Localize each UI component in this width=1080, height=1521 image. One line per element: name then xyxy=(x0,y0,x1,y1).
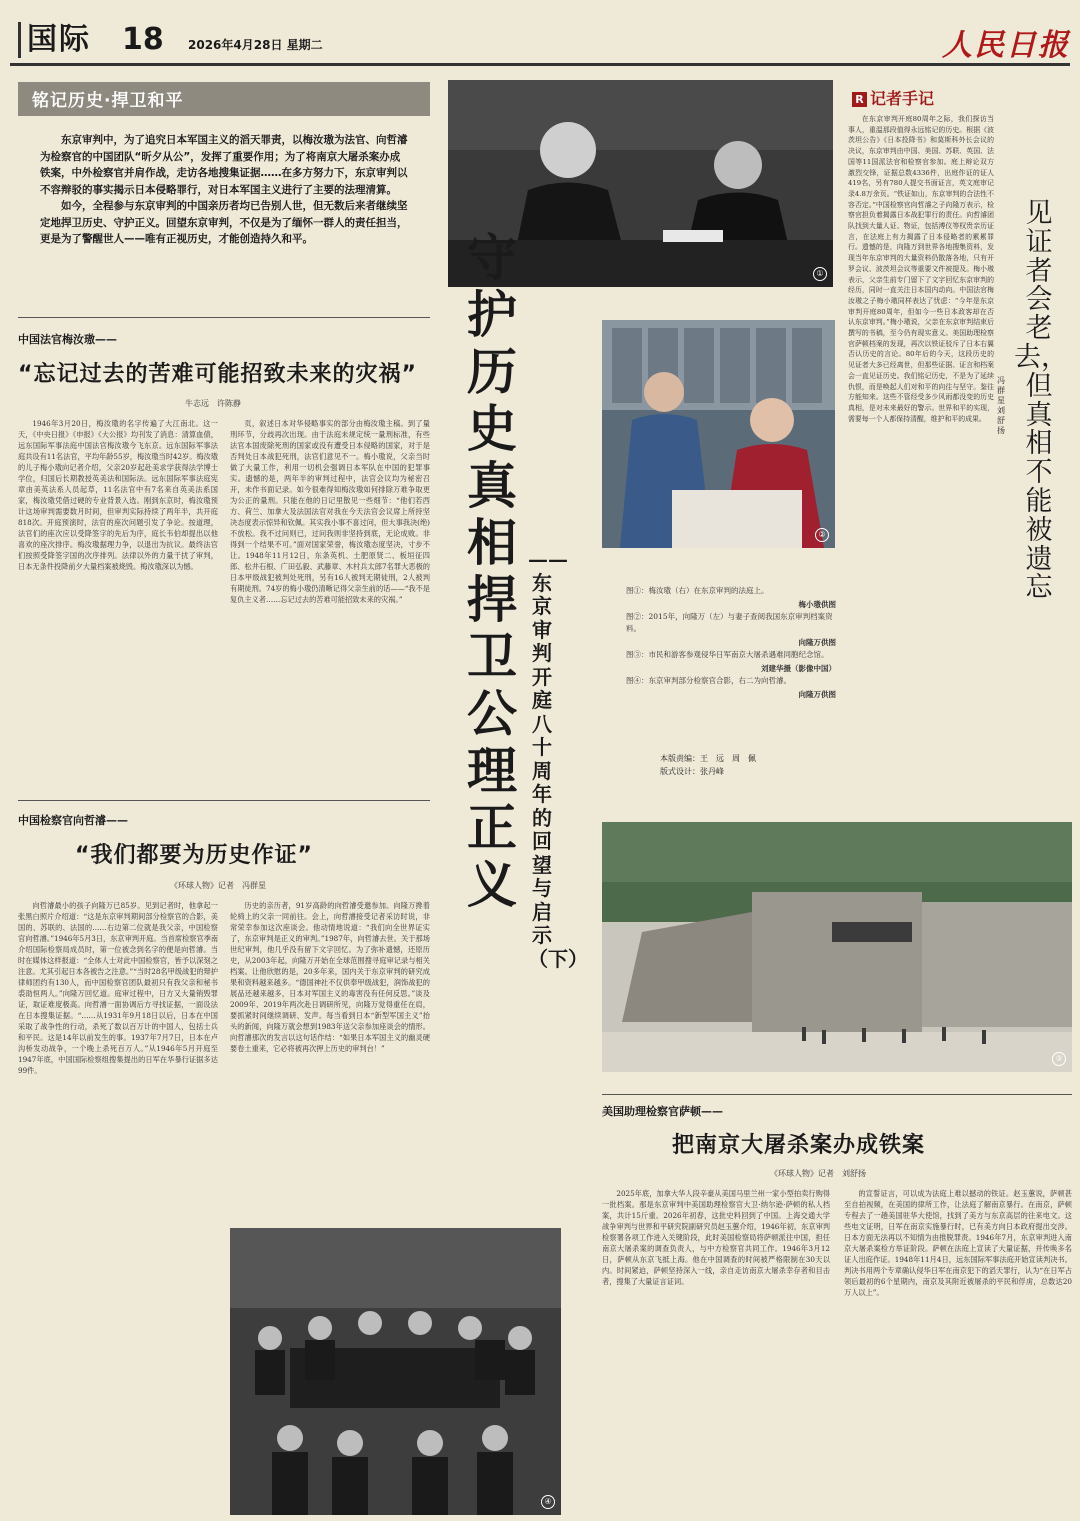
caption-3: 图③：市民和游客参观侵华日军南京大屠杀遇难同胞纪念馆。 xyxy=(626,650,829,659)
article2-byline: 《环球人物》记者 冯群星 xyxy=(170,881,266,890)
divider-line xyxy=(18,317,430,318)
page-header xyxy=(10,18,1070,66)
photo-captions xyxy=(626,585,836,701)
lead-paragraph-2: 如今，全程参与东京审判的中国亲历者均已告别人世，但无数后来者继续坚定地捍卫历史、守护正义。回望东京审判，不仅是为了缅怀一群人的责任担当，更是为了警醒世人——唯有正视历史，才能创造持久和平。 xyxy=(40,200,408,245)
reporter-note-title xyxy=(852,86,934,109)
banner-label: 铭记历史·捍卫和平 xyxy=(32,91,184,111)
photo-number-2: ② xyxy=(815,528,829,542)
article3-kicker: 美国助理检察官萨顿—— xyxy=(602,1105,723,1118)
caption-credit-3: 刘建华摄（影像中国） xyxy=(761,664,836,673)
reporter-note-icon: R xyxy=(852,92,867,107)
reporter-note-body: 在东京审判开庭80周年之际，我们探访当事人，重温那段值得永远铭记的历史。根据《波茨坦公告》《日本投降书》和莫斯科外长会议的决议，东京审判由中国、美国、苏联、英国、法国等11国派法官和检察官参加。庭上辩论双方激烈交锋，证据总数4336件，出庭作证的证人419名，另有780人提交书面证言，英文庭审记录4.8万余页。“铁证如山，东京审判的合法性不容否定。”中国检察官向哲濬之子向隆万表示，检察官担负着揭露日本战犯罪行的责任。向哲濬团队找到大量人证、物证，包括溥仪等权贵亲历证言，在法庭上有力揭露了日本侵略者的累累罪行。遗憾的是，向隆万到世界各地搜集资料，发现当年东京审判的大量资料仍散落各地，只有开罗会议、波茨坦会议等重要文件被提及。梅小璈表示，父亲生前专门留下了文字回忆东京审判的经历，同时一直关注日本国内动向。中国法官梅汝璈之子梅小璈同样表达了忧虑：“今年是东京审判开庭80周年，但如今一些日本政客却在否认东京审判。”梅小璈说，父亲在东京审判结束后撰写的书稿，至今仍有现实意义。美国助理检察官萨顿档案的发现，再次以铁证驳斥了日本右翼否认历史的言论。80年后的今天，这段历史的见证者大多已经离世，但那些证据、证言和档案会一直见证历史。我们铭记历史，不是为了延续仇恨，而是唤起人们对和平的向往与坚守。鉴往方能知来。这些不管经受多少风雨都没变的历史真相，是对未来最好的警示。世界和平的实现，需要每一个人都保持清醒，维护和平的成果。 xyxy=(848,115,994,423)
article3-column-1: 2025年底，加拿大华人段辛豪从美国马里兰州一家小型拍卖行购得一批档案。那是东京审判中美国助理检察官大卫·纳尔逊·萨顿的私人档案，共计15斤重。2026年初春，这批史料回到了中国。上海交通大学战争审判与世界和平研究院副研究员赵玉蕙介绍，1946年初，东京审判检察署各项工作进入关键阶段，此时美国检察局将萨顿派往中国，担任南京大屠杀案的调查负责人，与中方检察官共同工作。1946年3月12日，萨顿从东京飞抵上海。他在中国调查的时间被严格限制在30天以内。时间紧迫，萨顿坚持深入一线，亲自走访南京大屠杀幸存者和目击者，搜集了大量证言证词。 xyxy=(602,1189,830,1286)
main-subheadline: ——东京审判开庭八十周年的回望与启示（下） xyxy=(528,547,588,971)
main-headline: 守护历史真相 捍卫公理正义 xyxy=(467,229,517,914)
article2-headline: “我们都要为历史作证” xyxy=(75,843,313,868)
editor-credits xyxy=(660,752,756,778)
divider-line xyxy=(18,800,430,801)
article2-column-2: 历史的亲历者，91岁高龄的向哲濬受邀参加。向隆万搀着轮椅上的父亲一同前往。会上，向哲濬接受记者采访时说，非常荣幸参加这次座谈会。他动情地说道：“我们向全世界证实了，东京审判是正义的审判。”1987年，向哲濬去世。关于那场世纪审判，他几乎没有留下文字回忆。为了弥补遗憾，还原历史，从2003年起，向隆万开始在全球范围搜寻庭审记录与相关档案。让他欣慰的是，20多年来，国内关于东京审判的研究成果和资料越来越多。“德国神社不仅供奉甲级战犯，润饰战犯的展品还越来越多，日本对军国主义的毒害没有任何反思。”谈及2009年、2019年两次赴日调研所见，向隆万觉得重任在肩，要抓紧时间继续调研、发声。每当看到日本“新型军国主义”抬头的新闻，向隆万就会想到1983年送父亲参加座谈会的情形。向哲濬那次的发言以这句话作结：“如果日本军国主义的幽灵硬要卷土重来，它必将被再次押上历史的审判台！” xyxy=(230,901,430,1053)
caption-credit-4: 向隆万供图 xyxy=(798,690,836,699)
article1-headline: “忘记过去的苦难可能招致未来的灾祸” xyxy=(18,362,417,387)
photo-nanjing-memorial xyxy=(602,822,1072,1072)
article2-kicker: 中国检察官向哲濬—— xyxy=(18,814,128,827)
reporter-note xyxy=(846,80,1072,820)
caption-credit-1: 梅小璈供图 xyxy=(798,600,836,609)
masthead-logo: 人民日报 xyxy=(942,28,1070,63)
lead-paragraph-1: 东京审判中，为了追究日本军国主义的滔天罪责，以梅汝璈为法官、向哲濬为检察官的中国团队“昕夕从公”，发挥了重要作用；为了将南京大屠杀案办成铁案，中外检察官并肩作战，走访各地搜集证据……在多方努力下，东京审判以不容辩驳的事实揭示日本侵略罪行，对日本军国主义进行了主要的法理清算。 xyxy=(40,134,408,196)
reporter-note-title-text: 记者手记 xyxy=(870,89,935,108)
reporter-note-headline: 见证者会老去，但真相不能被遗忘 xyxy=(1014,198,1068,604)
lead-paragraph xyxy=(40,132,410,248)
caption-credit-2: 向隆万供图 xyxy=(798,638,836,647)
editor-line: 本版责编：王 远 周 佩 xyxy=(660,754,756,763)
article1-byline: 牛志远 许陈静 xyxy=(185,399,241,408)
article1-column-2: 页，叙述日本对华侵略事实的部分由梅汝璈主稿。到了量刑环节，分歧再次出现。由于法庭未规定统一量刑标准，有些法官本国废除死刑的国家或没有遭受日本侵略的国家，对于是否判处日本战犯死刑，法官们意见不一。梅小璈说，父亲当时做了大量工作，利用一切机会强调日本军队在中国的犯罪事实。遗憾的是，两年半的审判过程中，法官会议均为秘密召开，未作书面记录。如今很难得知梅汝璈如何排除万难争取更为公正的量刑。只能在他的日记里散见一些细节：“他们若西方、荷兰、加拿大及法国法官对我在今天法官会议席上所持坚决态度表示惊异和钦佩。其实我小事不喜过问，但大事我决(绝)不放松。我不过问则已，过问我则非坚持到底，无论成败。非得到一个结果不可。”面对国家荣誉，梅汝璈态度坚决，寸步不让。1948年11月12日，东条英机、土肥原贤二、板垣征四郎、松井石根、广田弘毅、武藤章、木村兵太郎7名罪大恶极的日本甲级战犯被判处死刑，另有16人被判无期徒刑，2人被判有期徒刑。74岁的梅小璈仍清晰记得父亲生前的话——“我不是复仇主义者……忘记过去的苦难可能招致未来的灾祸。” xyxy=(230,419,430,604)
divider-line xyxy=(602,1094,1072,1095)
designer-line: 版式设计：张丹峰 xyxy=(660,767,724,776)
photo-number-1: ① xyxy=(813,267,827,281)
section-name: 国际 xyxy=(18,22,91,58)
reporter-note-author: 冯群星 刘舒扬 xyxy=(997,376,1013,435)
photo-number-4: ④ xyxy=(541,1495,555,1509)
photo-prosecutors-group xyxy=(230,1228,561,1515)
caption-4: 图④：东京审判部分检察官合影，右二为向哲濬。 xyxy=(626,676,791,685)
article3-headline: 把南京大屠杀案办成铁案 xyxy=(672,1133,926,1158)
article3-byline: 《环球人物》记者 刘舒扬 xyxy=(770,1169,866,1178)
publication-date: 2026年4月28日 星期二 xyxy=(188,38,323,52)
section-banner xyxy=(18,82,430,116)
page-number: 18 xyxy=(122,22,164,57)
photo-number-3: ③ xyxy=(1052,1052,1066,1066)
article1-column-1: 1946年3月20日，梅汝璈的名字传遍了大江南北。这一天，《中央日报》《申报》《大公报》均刊发了消息：清算血债，远东国际军事法庭中国法官梅汝璈今飞东京。远东国际军事法庭共设有11名法官，平均年龄55岁，梅汝璈当时42岁。梅汝璈的儿子梅小璈向记者介绍，父亲20岁起赴美求学获得法学博士学位，归国后长期教授英美法和国际法。远东国际军事法庭宪章由美英法系人员起草，11名法官中有7名来自英美法系国家，梅汝璈凭借过硬的专业背景入选。刚到东京时，梅汝璈预计这场审判需要数月时间，但审判实际持续了两年半，共开庭818次。开庭预演时，法官的座次问题引发了争论。按道理，法官们的座次应以受降签字的先后为序，庭长韦伯却提出以他喜欢的座次排序。梅汝璈据理力争，以退出为抗议。最终法官们按照受降签字国的次序排列。法律以外的力量干扰了审判，日本无条件投降前夕大量档案被烧毁。梅汝璈深以为憾。 xyxy=(18,419,218,571)
article2-column-1: 向哲濬最小的孩子向隆万已85岁。见到记者时，他拿起一张黑白照片介绍道：“这是东京审判期间部分检察官的合影，美国的、苏联的、法国的……右边第二位就是我父亲，中国检察官向哲濬。”1946年5月3日，东京审判开庭。当首席检察官季南介绍国际检察局成员时，第一位被念到名字的便是向哲濬。当时在媒体这样报道：“全体人士对此中国检察官，皆予以深刻之注意。尤其引起日本各被告之注意。”“当时28名甲级战犯的辩护律师团约有130人，而中国检察官团队最初只有我父亲和秘书裘劭恒两人。”向隆万回忆道。庭审过程中，日方又大量销毁罪证，取证难度极高。向哲濬一面协调后方寻找证据，一面设法在日本搜集证据。“……从1931年9月18日以后，日本在中国采取了战争性的行动，杀死了数以百万计的中国人，包括士兵和平民。这是14年以前发生的事。1937年7月7日，日本在卢沟桥发动战争，一个晚上杀死百万人。”从1946年5月开庭至1947年底，中国国际检察组搜集提出的日军在华暴行证据多达99件。 xyxy=(18,901,218,1075)
article3-column-2: 的宣誓证言，可以成为法庭上难以撼动的铁证。赵玉蕙说，萨顿甚至自拍视频，在美国的律所工作，让法庭了解南京暴行。在南京，萨顿专程去了一趟美国驻华大使馆，找到了美方与东京高层的往来电文。这些电文证明，日军在南京实施暴行时，已有美方向日本政府提出交涉。日本方面无法再以不知情为由推脱罪责。1946年7月，东京审判进入南京大屠杀案检方举证阶段。萨顿在法庭上宣读了大量证据，并传唤多名证人出庭作证。1948年11月4日，远东国际军事法庭开始宣读判决书。判决书用两个专章确认侵华日军在南京犯下的滔天罪行，认为“在日军占领后最初的6个星期内，南京及其附近被屠杀的平民和俘虏，总数达20万人以上”。 xyxy=(844,1189,1072,1297)
caption-2: 图②：2015年，向隆万（左）与妻子查阅我国东京审判档案资料。 xyxy=(626,612,833,633)
article1-kicker: 中国法官梅汝璈—— xyxy=(18,333,117,346)
photo-xiang-longwan xyxy=(602,320,835,548)
caption-1: 图①：梅汝璈（右）在东京审判的法庭上。 xyxy=(626,586,769,595)
